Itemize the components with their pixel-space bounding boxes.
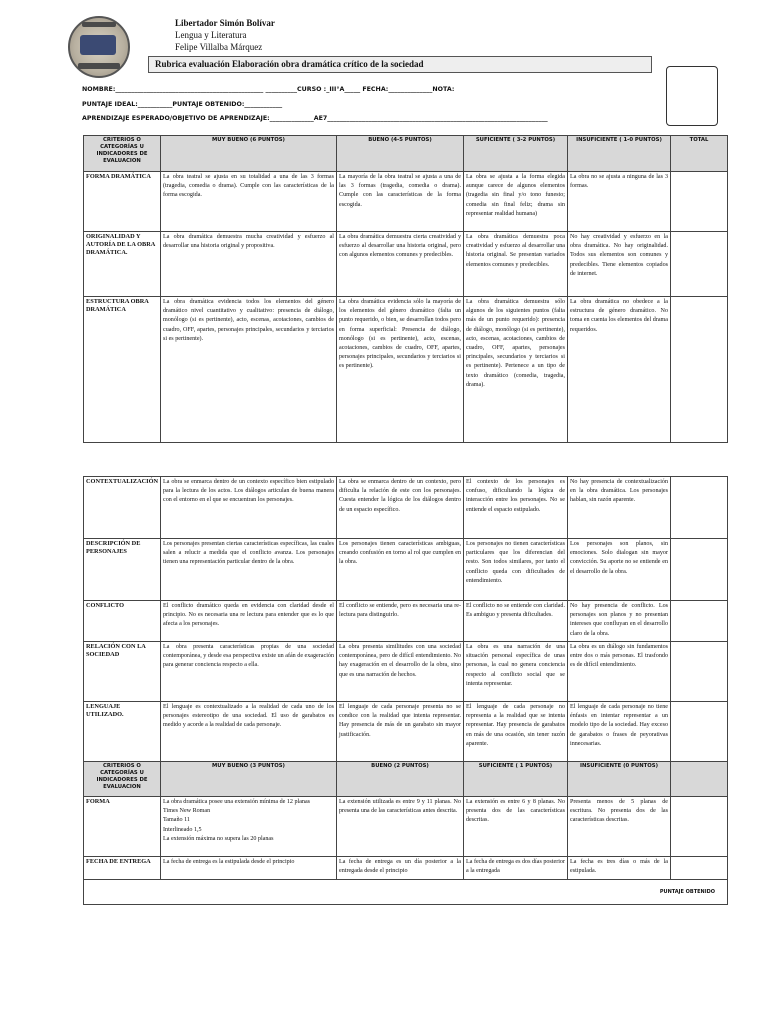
objective-line[interactable]: APRENDIZAJE ESPERADO/OBJETIVO DE APRENDIZAJE:______________AE7______________________________________________________________________ (82, 115, 548, 122)
cell-suficiente: La obra se ajusta a la forma elegida aunque carece de algunos elementos (tragedia sin final y/o tono funesto; comedia sin final feliz; drama sin representar realidad humana) (464, 172, 568, 232)
score-line[interactable]: PUNTAJE IDEAL:___________PUNTAJE OBTENIDO:____________ (82, 101, 283, 108)
cell-total[interactable] (671, 232, 728, 297)
cell-muy-bueno: La fecha de entrega es la estipulada desde el principio (161, 857, 337, 880)
cell-total[interactable] (671, 601, 728, 642)
header-total-empty (671, 762, 728, 797)
cell-insuficiente: Presenta menos de 5 planas de escritura. No presenta dos de las características descritas. (568, 797, 671, 857)
cell-suficiente: La obra dramática demuestra poca creatividad y esfuerzo al desarrollar una historia original. Se presentan variados elementos comunes y predecibles. (464, 232, 568, 297)
header-criteria: CRITERIOS O CATEGORÍAS U INDICADORES DE EVALUACION (84, 136, 161, 172)
school-name: Libertador Simón Bolívar (175, 18, 275, 28)
cell-insuficiente: La obra es un diálogo sin fundamentos entre dos o más personas. El trasfondo es de difícil entendimiento. (568, 642, 671, 702)
cell-muy-bueno: La obra dramática demuestra mucha creatividad y esfuerzo al desarrollar una historia original y propositiva. (161, 232, 337, 297)
criterion-label: ESTRUCTURA OBRA DRAMÁTICA (84, 297, 161, 443)
cell-suficiente: La obra es una narración de una situación personal específica de unas personas, la cual no genera conciencia respecto al conflicto social que se intenta representar. (464, 642, 568, 702)
cell-bueno: La obra presenta similitudes con una sociedad contemporánea, pero de difícil entendimiento. No hay exageración en el desarrollo de la obra, sino que es una narración de hechos. (337, 642, 464, 702)
cell-total[interactable] (671, 297, 728, 443)
table-row (84, 477, 728, 539)
cell-muy-bueno: La obra presenta características propias de una sociedad contemporánea, y desde esa perspectiva existe un afán de exageración para generar conciencia respecto a ella. (161, 642, 337, 702)
cell-suficiente: El lenguaje de cada personaje no representa a la realidad que se intenta representar. Hay presencia de garabatos en más de una ocasión, sin tener razón aparente. (464, 702, 568, 762)
cell-insuficiente: No hay creatividad y esfuerzo en la obra dramática. No hay originalidad. Todos sus elementos son comunes y predecibles. Tiene elementos copiados de internet. (568, 232, 671, 297)
total-score-label: PUNTAJE OBTENIDO (84, 880, 728, 905)
cell-total[interactable] (671, 172, 728, 232)
table-row (84, 642, 728, 702)
teacher-name: Felipe Villalba Márquez (175, 42, 263, 52)
rubric-table-1 (83, 135, 728, 443)
header-suficiente: SUFICIENTE ( 3-2 PUNTOS) (464, 136, 568, 172)
header-criteria: CRITERIOS O CATEGORÍAS U INDICADORES DE EVALUACION (84, 762, 161, 797)
cell-bueno: El lenguaje de cada personaje presenta no se condice con la realidad que intenta representar. Hay presencia de más de un garabato sin mayor justificación. (337, 702, 464, 762)
cell-insuficiente: La fecha es tres días o más de la estipulada. (568, 857, 671, 880)
cell-insuficiente: La obra no se ajusta a ninguna de las 3 formas. (568, 172, 671, 232)
header-muy-bueno: MUY BUENO (6 PUNTOS) (161, 136, 337, 172)
cell-total[interactable] (671, 539, 728, 601)
student-info-line[interactable]: NOMBRE:_______________________________________________ __________CURSO :_III°A_____ FECHA:______________NOTA: (82, 86, 455, 93)
cell-insuficiente: No hay presencia de contextualización en la obra dramática. Los personajes hablan, sin razón aparente. (568, 477, 671, 539)
cell-suficiente: El contexto de los personajes es confuso, dificultando la lógica de interacción entre los personajes. No se entiende el espacio estipulado. (464, 477, 568, 539)
cell-bueno: La mayoría de la obra teatral se ajusta a una de las 3 formas (tragedia, comedia o drama). Cumple con las características de la forma escogida. (337, 172, 464, 232)
cell-muy-bueno: El lenguaje es contextualizado a la realidad de cada uno de los personajes estereotipo de una sociedad. El uso de garabatos es medido y acorde a la realidad de cada personaje. (161, 702, 337, 762)
cell-bueno: El conflicto se entiende, pero es necesaria una re-lectura para distinguirlo. (337, 601, 464, 642)
cell-suficiente: La extensión es entre 6 y 8 planas. No presenta dos de las características descritas. (464, 797, 568, 857)
cell-suficiente: El conflicto no se entiende con claridad. Es ambiguo y presenta dificultades. (464, 601, 568, 642)
cell-muy-bueno: La obra dramática posee una extensión mínima de 12 planas Times New Roman Tamaño 11 Interlineado 1,5 La extensión máxima no supera las 20 planas (161, 797, 337, 857)
cell-total[interactable] (671, 857, 728, 880)
cell-total[interactable] (671, 797, 728, 857)
header-total: TOTAL (671, 136, 728, 172)
cell-muy-bueno: La obra teatral se ajusta en su totalidad a una de las 3 formas (tragedia, comedia o drama). Cumple con las características de la forma escogida. (161, 172, 337, 232)
header-suficiente: SUFICIENTE ( 1 PUNTOS) (464, 762, 568, 797)
criterion-label: LENGUAJE UTILIZADO. (84, 702, 161, 762)
cell-muy-bueno: La obra se enmarca dentro de un contexto específico bien estipulado para la lectura de los actos. Los diálogos articulan de buena manera con el entorno en el que se encuentran los personajes. (161, 477, 337, 539)
criterion-label: DESCRIPCIÓN DE PERSONAJES (84, 539, 161, 601)
cell-total[interactable] (671, 702, 728, 762)
criterion-label: RELACIÓN CON LA SOCIEDAD (84, 642, 161, 702)
cell-suficiente: La fecha de entrega es dos días posterior a la entregada (464, 857, 568, 880)
cell-suficiente: Los personajes no tienen características particulares que los diferencian del resto. Son todos similares, por tanto el conflicto queda con dificultades de entendimiento. (464, 539, 568, 601)
header-bueno: BUENO (2 PUNTOS) (337, 762, 464, 797)
cell-bueno: La extensión utilizada es entre 9 y 11 planas. No presenta una de las características antes descrita. (337, 797, 464, 857)
cell-total[interactable] (671, 642, 728, 702)
cell-insuficiente: Los personajes son planos, sin emociones. Solo dialogan sin mayor convicción. Su aporte no se entiende en el desarrollo de la obra. (568, 539, 671, 601)
table-row (84, 297, 728, 443)
rubric-title: Rubrica evaluación Elaboración obra dramática crítico de la sociedad (155, 59, 424, 69)
table-row (84, 232, 728, 297)
cell-bueno: La obra se enmarca dentro de un contexto, pero dificulta la relación de este con los personajes. Cuesta entender la lógica de los diálogos dentro de un espacio específico. (337, 477, 464, 539)
criterion-label: ORIGINALIDAD Y AUTORÍA DE LA OBRA DRAMÁTICA. (84, 232, 161, 297)
cell-muy-bueno: La obra dramática evidencia todos los elementos del género dramático nivel cuantitativo y cualitativo: presencia de diálogo, monólogo (si es pertinente), acto, escenas, acotaciones, cambios de cuadro, OFF, apartes, personajes principales, secundarios y terciarios si es pertinente). (161, 297, 337, 443)
criterion-label: FORMA DRAMÁTICA (84, 172, 161, 232)
rubric-table-2 (83, 476, 728, 905)
cell-insuficiente: No hay presencia de conflicto. Los personajes son planos y no presentan intereses que confluyan en el desarrollo claro de la obra. (568, 601, 671, 642)
cell-bueno: La obra dramática evidencia sólo la mayoría de los elementos del género dramático (falta un punto requerido, o bien, se desarrollan todos pero en forma superficial: Presencia de diálogo, monólogo (si es pertinente), acto, escenas, acotaciones, cambios de cuadro, OFF, apartes, personajes principales, secundarios y terciarios si es pertinente). (337, 297, 464, 443)
school-logo-icon (68, 16, 130, 78)
rubric-title-box (148, 56, 652, 73)
subject: Lengua y Literatura (175, 30, 247, 40)
cell-bueno: La fecha de entrega es un día posterior a la entregada desde el principio (337, 857, 464, 880)
table-row (84, 601, 728, 642)
header-insuficiente: INSUFICIENTE ( 1-0 PUNTOS) (568, 136, 671, 172)
criterion-label: CONFLICTO (84, 601, 161, 642)
table-row (84, 857, 728, 880)
table-row (84, 702, 728, 762)
cell-muy-bueno: El conflicto dramático queda en evidencia con claridad desde el principio. No es necesaria una re lectura para entender que es lo que afecta a los personajes. (161, 601, 337, 642)
table-row (84, 172, 728, 232)
total-row (84, 880, 728, 905)
criterion-label: CONTEXTUALIZACIÓN (84, 477, 161, 539)
criterion-label: FORMA (84, 797, 161, 857)
cell-bueno: Los personajes tienen características ambiguas, creando confusión en torno al rol que cumplen en la obra. (337, 539, 464, 601)
cell-insuficiente: La obra dramática no obedece a la estructura de género dramático. No toma en cuenta los elementos del drama requeridos. (568, 297, 671, 443)
cell-total[interactable] (671, 477, 728, 539)
cell-suficiente: La obra dramática demuestra sólo algunos de los siguientes puntos (falta más de un punto requerido): presencia de diálogo, monólogo (si es pertinente), acto, escenas, acotaciones, cambios de cuadro, OFF, apartes, personajes principales, secundarios y terciarios si es pertinente). Pertenece a un tipo de texto dramático (comedia, tragedia, drama). (464, 297, 568, 443)
criterion-label: FECHA DE ENTREGA (84, 857, 161, 880)
header-bueno: BUENO (4-5 PUNTOS) (337, 136, 464, 172)
cell-insuficiente: El lenguaje de cada personaje no tiene énfasis en intentar representar a un modelo tipo de la sociedad. Hay exceso de garabatos o frases de peyorativas innecesarias. (568, 702, 671, 762)
cell-bueno: La obra dramática demuestra cierta creatividad y esfuerzo al desarrollar una historia original, pero con algunos elementos comunes y predecibles. (337, 232, 464, 297)
header-insuficiente: INSUFICIENTE (0 PUNTOS) (568, 762, 671, 797)
cell-muy-bueno: Los personajes presentan ciertas características específicas, las cuales salen a relucir a medida que el conflicto avanza. Los personajes tienen una representación particular dentro de la obra. (161, 539, 337, 601)
header-muy-bueno: MUY BUENO (3 PUNTOS) (161, 762, 337, 797)
table-row (84, 539, 728, 601)
table-row (84, 797, 728, 857)
photo-box (666, 66, 718, 126)
